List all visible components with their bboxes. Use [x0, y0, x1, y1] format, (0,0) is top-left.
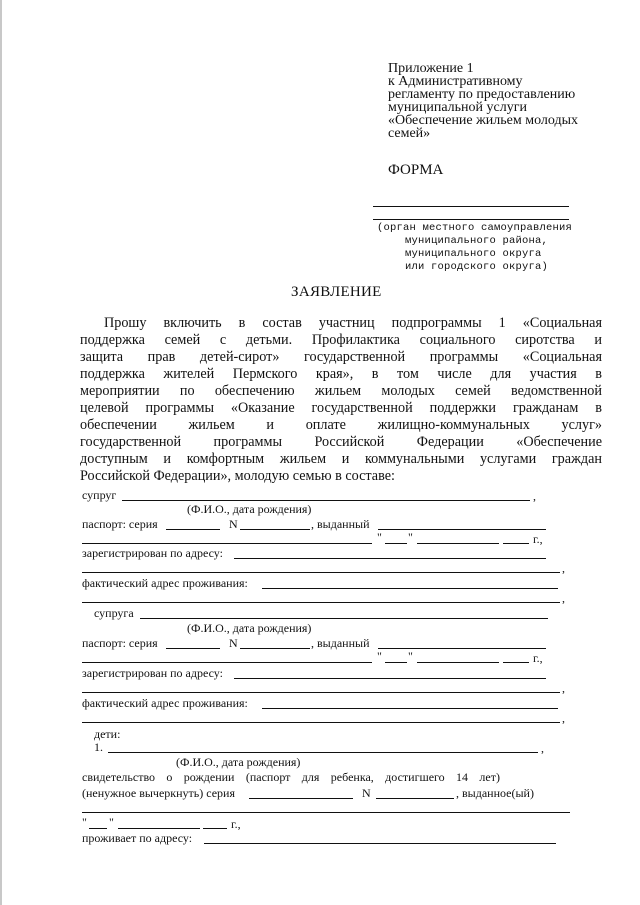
- recipient-caption-line: (орган местного самоуправления: [377, 222, 573, 234]
- form-label: ФОРМА: [388, 162, 444, 178]
- wife-issued-label: , выданный: [311, 636, 370, 650]
- child-number-line[interactable]: [376, 798, 454, 799]
- comma: ,: [562, 591, 565, 605]
- body-line: поддержка семей с детьми. Профилактика социального сиротства и: [80, 332, 602, 348]
- wife-registered-line[interactable]: [234, 678, 546, 679]
- child-number-label: N: [362, 786, 371, 800]
- comma: ,: [562, 711, 565, 725]
- husband-issued-line-2[interactable]: [82, 543, 372, 544]
- child-series-line[interactable]: [249, 798, 353, 799]
- child-issue-month-line[interactable]: [118, 828, 200, 829]
- husband-passport-label: паспорт: серия: [82, 517, 158, 531]
- appendix-line: муниципальной услуги: [388, 100, 527, 115]
- wife-actual-address-line-2[interactable]: [82, 722, 560, 723]
- husband-registered-line-2[interactable]: [82, 572, 560, 573]
- husband-passport-series-line[interactable]: [166, 529, 220, 530]
- comma: ,: [541, 741, 544, 755]
- husband-actual-address-line[interactable]: [262, 588, 558, 589]
- body-line: Прошу включить в состав участниц подпрограммы 1 «Социальная: [104, 315, 602, 331]
- child-name-line[interactable]: [108, 752, 538, 753]
- quote-open: ": [377, 649, 382, 663]
- appendix-line: Приложение 1: [388, 61, 474, 76]
- appendix-line: «Обеспечение жильем молодых: [388, 113, 579, 128]
- child-item-number: 1.: [94, 740, 103, 754]
- year-suffix: г.,: [231, 817, 241, 831]
- recipient-caption-line: муниципального округа: [405, 248, 542, 260]
- quote-close: ": [408, 530, 413, 544]
- body-line: целевой программы «Оказание государственной поддержки гражданам в: [80, 400, 602, 416]
- recipient-line: [373, 206, 569, 207]
- husband-issue-year-line[interactable]: [503, 543, 529, 544]
- recipient-caption-line: или городского округа): [405, 261, 549, 273]
- child-issued-label: , выданное(ый): [456, 786, 534, 800]
- quote-open: ": [82, 815, 87, 829]
- quote-open: ": [377, 530, 382, 544]
- body-line: Российской Федерации», молодую семью в составе:: [80, 468, 395, 484]
- husband-actual-label: фактический адрес проживания:: [82, 576, 248, 590]
- year-suffix: г.,: [533, 532, 543, 546]
- child-issue-day-line[interactable]: [89, 828, 107, 829]
- body-line: защита прав детей-сирот» государственной программы «Социальная: [80, 349, 602, 365]
- document-title: ЗАЯВЛЕНИЕ: [291, 284, 382, 300]
- appendix-line: регламенту по предоставлению: [388, 87, 576, 102]
- child-strike-note: (ненужное вычеркнуть) серия: [82, 786, 235, 800]
- wife-passport-label: паспорт: серия: [82, 636, 158, 650]
- comma: ,: [533, 489, 536, 503]
- child-issue-year-line[interactable]: [203, 828, 227, 829]
- wife-caption: (Ф.И.О., дата рождения): [187, 621, 312, 635]
- husband-issue-month-line[interactable]: [417, 543, 499, 544]
- comma: ,: [562, 681, 565, 695]
- child-caption: (Ф.И.О., дата рождения): [176, 755, 301, 769]
- wife-issued-line-2[interactable]: [82, 662, 372, 663]
- husband-caption: (Ф.И.О., дата рождения): [187, 502, 312, 516]
- husband-passport-number-line[interactable]: [240, 529, 310, 530]
- wife-issue-month-line[interactable]: [417, 662, 499, 663]
- wife-passport-number-line[interactable]: [240, 648, 310, 649]
- wife-number-label: N: [229, 636, 238, 650]
- wife-issue-day-line[interactable]: [385, 662, 407, 663]
- quote-close: ": [408, 649, 413, 663]
- body-line: государственной программы Российской Федерации «Обеспечение: [80, 434, 602, 450]
- wife-name-line[interactable]: [140, 618, 548, 619]
- wife-issue-year-line[interactable]: [503, 662, 529, 663]
- recipient-line: [373, 219, 569, 220]
- wife-actual-label: фактический адрес проживания:: [82, 696, 248, 710]
- husband-name-line[interactable]: [122, 500, 530, 501]
- children-label: дети:: [94, 727, 121, 741]
- recipient-caption-line: муниципального района,: [405, 235, 549, 247]
- year-suffix: г.,: [533, 651, 543, 665]
- husband-registered-line[interactable]: [234, 558, 546, 559]
- body-line: мероприятии по обеспечению жильем молодых семей ведомственной: [80, 383, 602, 399]
- wife-passport-series-line[interactable]: [166, 648, 220, 649]
- wife-registered-line-2[interactable]: [82, 692, 560, 693]
- body-line: обеспечении жильем и оплате жилищно-коммунальных услуг»: [80, 417, 602, 433]
- appendix-line: к Административному: [388, 74, 523, 89]
- wife-issued-line[interactable]: [378, 648, 546, 649]
- appendix-line: семей»: [388, 126, 431, 141]
- wife-actual-address-line[interactable]: [262, 708, 558, 709]
- husband-issued-label: , выданный: [311, 517, 370, 531]
- quote-close: ": [109, 815, 114, 829]
- husband-issued-line[interactable]: [378, 529, 546, 530]
- child-residence-line[interactable]: [204, 843, 556, 844]
- scan-edge: [0, 0, 2, 905]
- body-line: поддержка жителей Пермского края», в том числе для участия в: [80, 366, 602, 382]
- body-line: доступным и комфортным жильем и коммунальными услугами граждан: [80, 451, 602, 467]
- husband-number-label: N: [229, 517, 238, 531]
- child-issued-line[interactable]: [82, 812, 570, 813]
- husband-registered-label: зарегистрирован по адресу:: [82, 546, 223, 560]
- husband-label: супруг: [82, 488, 117, 502]
- wife-label: супруга: [94, 606, 134, 620]
- child-certificate-text: свидетельство о рождении (паспорт для ребенка, достигшего 14 лет): [82, 770, 500, 784]
- husband-issue-day-line[interactable]: [385, 543, 407, 544]
- husband-actual-address-line-2[interactable]: [82, 602, 560, 603]
- comma: ,: [562, 561, 565, 575]
- child-residence-label: проживает по адресу:: [82, 831, 193, 845]
- wife-registered-label: зарегистрирован по адресу:: [82, 666, 223, 680]
